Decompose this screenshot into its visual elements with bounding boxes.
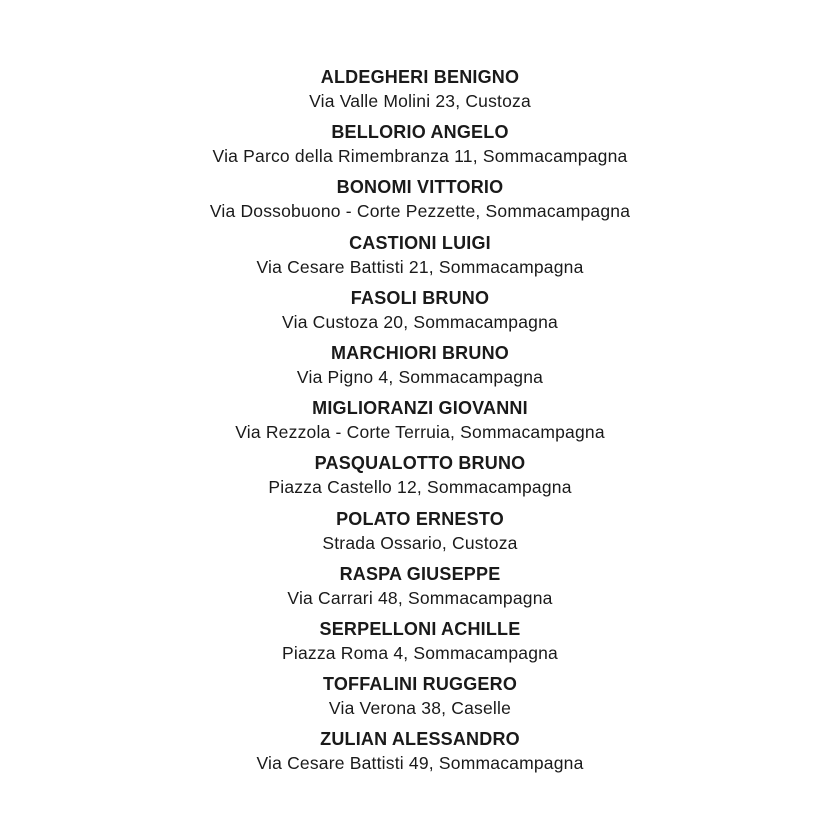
person-name: RASPA GIUSEPPE (339, 563, 501, 584)
list-item (256, 231, 583, 286)
list-item (210, 175, 630, 230)
person-name: BONOMI VITTORIO (336, 177, 504, 198)
person-name: FASOLI BRUNO (350, 287, 490, 308)
list-item (287, 562, 552, 617)
list-item (309, 65, 531, 120)
person-address: Via Cesare Battisti 21, Sommacampagna (256, 256, 584, 277)
person-name: POLATO ERNESTO (336, 508, 504, 529)
person-address: Via Parco della Rimembranza 11, Sommacampagna (212, 146, 628, 167)
person-address: Piazza Roma 4, Sommacampagna (281, 642, 558, 663)
person-name: CASTIONI LUIGI (349, 232, 491, 253)
person-address: Via Carrari 48, Sommacampagna (287, 587, 553, 608)
person-address: Via Dossobuono - Corte Pezzette, Sommacampagna (209, 201, 631, 222)
person-name: PASQUALOTTO BRUNO (314, 453, 526, 474)
person-name: TOFFALINI RUGGERO (322, 674, 518, 695)
person-address: Via Verona 38, Caselle (328, 698, 512, 719)
person-name: ALDEGHERI BENIGNO (320, 67, 520, 87)
list-item (256, 727, 583, 782)
person-name: MARCHIORI BRUNO (330, 342, 509, 363)
person-name: ZULIAN ALESSANDRO (320, 729, 520, 750)
list-item (235, 396, 605, 451)
person-name: BELLORIO ANGELO (331, 122, 509, 143)
list-item (213, 120, 628, 175)
person-address: Via Cesare Battisti 49, Sommacampagna (256, 753, 584, 774)
person-name: SERPELLONI ACHILLE (319, 618, 521, 639)
person-address: Via Valle Molini 23, Custoza (309, 91, 531, 111)
list-item (323, 672, 517, 727)
person-address: Via Custoza 20, Sommacampagna (282, 311, 558, 332)
list-item (268, 451, 571, 506)
person-address: Via Rezzola - Corte Terruia, Sommacampagna (235, 422, 605, 443)
person-address: Via Pigno 4, Sommacampagna (296, 366, 544, 387)
list-item (322, 507, 517, 562)
list-item (282, 286, 558, 341)
list-item (282, 617, 558, 672)
list-item (297, 341, 543, 396)
person-address: Piazza Castello 12, Sommacampagna (268, 477, 572, 498)
name-address-list (0, 65, 840, 782)
person-name: MIGLIORANZI GIOVANNI (312, 398, 528, 419)
person-address: Strada Ossario, Custoza (322, 532, 518, 553)
